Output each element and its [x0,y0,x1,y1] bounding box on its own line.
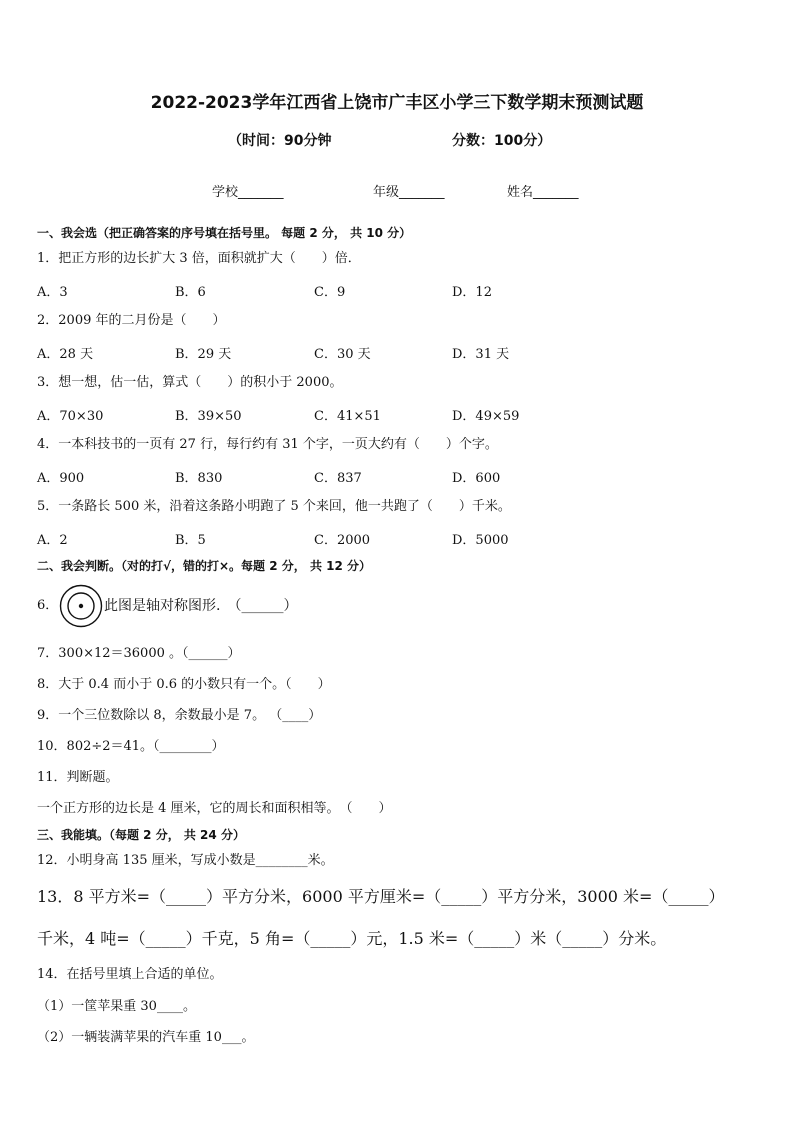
school-field[interactable]: 学校_______ [212,185,284,200]
name-field[interactable]: 姓名_______ [507,185,579,200]
question-13-line-2: 千米，4 吨=（_____）千克，5 角=（_____）元，1.5 米=（_____）米（_____）分米。 [37,929,667,948]
option-d[interactable]: D．12 [452,285,492,300]
option-b[interactable]: B．39×50 [175,409,242,424]
question-4: 4．一本科技书的一页有 27 行，每行约有 31 个字，一页大约有（ ）个字。 [37,437,498,452]
question-5-options [37,529,757,547]
exam-score: 分数：100分） [452,133,552,149]
question-5: 5．一条路长 500 米，沿着这条路小明跑了 5 个来回，他一共跑了（ ）千米。 [37,499,511,514]
option-c[interactable]: C．30 天 [314,347,371,362]
question-6-text: 此图是轴对称图形. （______） [104,598,298,614]
option-b[interactable]: B．6 [175,285,206,300]
section-2-heading: 二、我会判断。（对的打√，错的打×。每题 2 分， 共 12 分） [37,559,371,573]
question-3-options [37,405,757,423]
option-c[interactable]: C．837 [314,471,362,486]
question-4-options [37,467,757,485]
question-7: 7．300×12＝36000 。（______） [37,646,241,661]
option-d[interactable]: D．600 [452,471,501,486]
question-14: 14．在括号里填上合适的单位。 [37,967,223,982]
question-1: 1．把正方形的边长扩大 3 倍，面积就扩大（ ）倍． [37,251,361,266]
question-11: 11．判断题。 [37,770,119,785]
question-14-part-1: （1）一筐苹果重 30____。 [37,999,196,1014]
question-9: 9．一个三位数除以 8，余数最小是 7。 （____） [37,708,322,723]
question-8: 8．大于 0.4 而小于 0.6 的小数只有一个。（ ） [37,677,331,692]
section-3-heading: 三、我能填。（每题 2 分， 共 24 分） [37,828,245,842]
section-1-heading: 一、我会选（把正确答案的序号填在括号里。 每题 2 分， 共 10 分） [37,226,412,240]
question-11-statement: 一个正方形的边长是 4 厘米，它的周长和面积相等。 （ ） [37,801,392,816]
option-a[interactable]: A．28 天 [37,347,94,362]
option-c[interactable]: C．2000 [314,533,371,548]
option-d[interactable]: D．49×59 [452,409,520,424]
option-b[interactable]: B．29 天 [175,347,232,362]
question-12: 12．小明身高 135 厘米，写成小数是________米。 [37,853,334,868]
option-b[interactable]: B．5 [175,533,206,548]
question-6-number: 6． [37,598,59,613]
page-title: 2022-2023学年江西省上饶市广丰区小学三下数学期末预测试题 [150,93,644,113]
option-b[interactable]: B．830 [175,471,223,486]
concentric-circles-icon [59,584,103,628]
question-3: 3．想一想，估一估，算式（ ）的积小于 2000。 [37,375,343,390]
question-1-options [37,281,757,299]
option-a[interactable]: A．900 [37,471,85,486]
question-14-part-2: （2）一辆装满苹果的汽车重 10___。 [37,1030,255,1045]
option-a[interactable]: A．70×30 [37,409,104,424]
option-d[interactable]: D．31 天 [452,347,510,362]
exam-time: （时间：90分钟 [228,133,332,149]
grade-field[interactable]: 年级_______ [373,185,445,200]
question-13-line-1: 13．8 平方米=（_____）平方分米，6000 平方厘米=（_____）平方分米，3000 米=（_____） [37,887,725,906]
option-a[interactable]: A．2 [37,533,68,548]
option-d[interactable]: D．5000 [452,533,509,548]
option-c[interactable]: C．9 [314,285,346,300]
question-2: 2．2009 年的二月份是（ ） [37,313,226,328]
question-2-options [37,343,757,361]
option-a[interactable]: A．3 [37,285,68,300]
option-c[interactable]: C．41×51 [314,409,381,424]
question-10: 10．802÷2＝41。（________） [37,739,225,754]
